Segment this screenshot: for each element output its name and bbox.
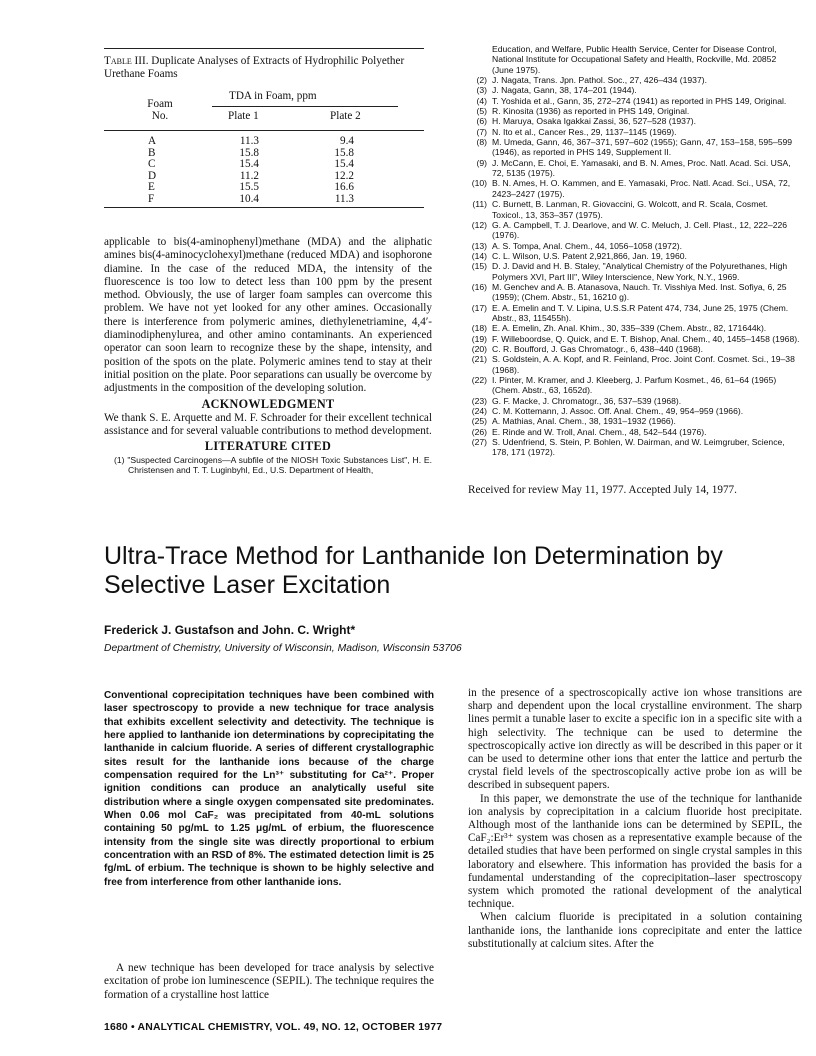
reference-text: N. Ito et al., Cancer Res., 29, 1137–1145 (1969).	[492, 126, 677, 137]
reference-number: (21)	[471, 354, 487, 365]
table-row	[104, 147, 424, 159]
reference-text: F. Willeboordse, Q. Quick, and E. T. Bishop, Anal. Chem., 40, 1455–1458 (1968).	[492, 333, 800, 344]
reference-item	[468, 127, 800, 137]
reference-text: A. S. Tompa, Anal. Chem., 44, 1056–1058 (1972).	[492, 240, 682, 251]
reference-number: (1)	[114, 454, 125, 465]
reference-item	[468, 323, 800, 333]
table-cell-plate2: 15.4	[334, 158, 354, 170]
reference-text: S. Goldstein, A. A. Kopf, and R. Feinland, Proc. Joint Conf. Cosmet. Sci., 19–38 (1968).	[492, 354, 795, 375]
reference-number: (20)	[471, 343, 487, 354]
reference-text: C. M. Kottemann, J. Assoc. Off. Anal. Chem., 49, 954–959 (1966).	[492, 406, 744, 417]
literature-cited-heading: LITERATURE CITED	[204, 439, 332, 454]
article-affiliation: Department of Chemistry, University of Wisconsin, Madison, Wisconsin 53706	[104, 643, 462, 654]
reference-item	[468, 396, 800, 406]
body-paragraph-3: When calcium fluoride is precipitated in a solution containing lanthanide ions, the lanthanide ions coprecipitate and enter the lattice substitutionally at calcium sites. After the	[468, 911, 802, 950]
reference-number: (4)	[476, 95, 487, 106]
table-cell-plate2: 12.2	[334, 169, 354, 182]
table-cell-foam: D	[148, 169, 157, 182]
table-cell-plate1: 15.5	[239, 181, 259, 193]
article-authors: Frederick J. Gustafson and John. C. Wright*	[104, 623, 356, 637]
table-cell-foam: B	[148, 146, 156, 159]
table-caption	[104, 49, 424, 80]
reference-number: (17)	[471, 302, 487, 313]
table-row	[104, 181, 424, 193]
table-col-plate2: Plate 2	[330, 110, 361, 122]
table-cell-plate2: 15.8	[334, 146, 354, 159]
reference-number: (2)	[476, 75, 487, 86]
table-caption-text: Duplicate Analyses of Extracts of Hydrophilic Polyether Urethane Foams	[104, 55, 405, 80]
table-col-foam-label: Foam	[147, 98, 173, 110]
reference-item	[468, 334, 800, 344]
reference-item	[468, 178, 800, 199]
reference-item	[468, 354, 800, 375]
reference-text: E. A. Emelin, Zh. Anal. Khim., 30, 335–339 (Chem. Abstr., 82, 171644k).	[492, 323, 767, 334]
table-cell-plate1: 11.2	[239, 169, 259, 182]
paragraph-amines: applicable to bis(4-aminophenyl)methane (MDA) and the aliphatic amines bis(4-aminocyclohexyl)methane (reduced MDA) and isophorone diamine. In the case of the reduced MDA, the intensity of the fluorescence is too low to detect less than 100 ppm by the present method. Obviously, the use of larger foam samples can overcome this problem. We have not yet looked for any other amines. Occasionally there is interference from polymeric amines, diethylenetriamine, 4,4′-diaminodiphenylurea, and other amino contaminants. An experienced operator can soon learn to recognize these by the shape, intensity, and position of the spots on the plate. Polymeric amines tend to stay at their initial position on the plate. Poor separations can usually be overcome by adjustments in the composition of the developing solution.	[104, 236, 432, 395]
reference-item	[468, 106, 800, 116]
reference-number: (19)	[471, 333, 487, 344]
reference-text: M. Umeda, Gann, 46, 367–371, 597–602 (1955); Gann, 47, 153–158, 595–599 (1946), as reported in PHS 149, Supplement II.	[492, 137, 793, 158]
reference-item	[468, 241, 800, 251]
reference-text: J. Nagata, Gann, 38, 174–201 (1944).	[492, 85, 637, 96]
reference-item	[468, 96, 800, 106]
reference-text: C. R. Boufford, J. Gas Chromatogr., 6, 438–440 (1968).	[492, 343, 703, 354]
reference-text: A. Mathias, Anal. Chem., 38, 1931–1932 (1966).	[492, 416, 676, 427]
table-cell-foam: E	[148, 181, 155, 193]
table-group-rule	[212, 106, 398, 107]
table-iii	[104, 48, 424, 208]
reference-number: (6)	[476, 116, 487, 127]
reference-number: (26)	[471, 426, 487, 437]
table-row	[104, 170, 424, 182]
table-cell-foam: A	[148, 135, 157, 147]
reference-number: (7)	[476, 126, 487, 137]
reference-number: (3)	[476, 85, 487, 96]
reference-text: G. F. Macke, J. Chromatogr., 36, 537–539 (1968).	[492, 395, 682, 406]
acknowledgment-heading: ACKNOWLEDGMENT	[201, 396, 335, 411]
acknowledgment-text: We thank S. E. Arquette and M. F. Schroader for their excellent technical assistance and for several valuable contributions to method development.	[104, 411, 432, 438]
reference-number: (14)	[471, 250, 487, 261]
reference-number: (9)	[476, 157, 487, 168]
table-col-no-label: No.	[151, 110, 169, 122]
reference-list	[468, 44, 800, 458]
reference-text: C. Burnett, B. Lanman, R. Giovaccini, G. Wolcott, and R. Scala, Cosmet. Toxicol., 13, 353–357 (1975).	[492, 199, 768, 220]
reference-number: (23)	[471, 395, 487, 406]
reference-number: (22)	[471, 375, 487, 385]
reference-item	[468, 282, 800, 303]
page-footer: 1680 • ANALYTICAL CHEMISTRY, VOL. 49, NO. 12, OCTOBER 1977	[104, 1022, 443, 1033]
reference-text: H. Maruya, Osaka Igakkai Zassi, 36, 527–528 (1937).	[492, 116, 696, 127]
reference-item	[468, 375, 800, 396]
reference-text: M. Genchev and A. B. Atanasova, Nauch. Tr. Visshiya Med. Inst. Sofiya, 6, 25 (1959); (Chem. Abstr., 51, 16210 g).	[492, 281, 787, 303]
reference-number: (18)	[471, 323, 487, 334]
reference-text: E. A. Emelin and T. V. Lipina, U.S.S.R Patent 474, 734, June 25, 1975 (Chem. Abstr., 83, 115455h).	[492, 302, 789, 323]
table-bottom-rule	[104, 207, 424, 208]
reference-text: "Suspected Carcinogens—A subfile of the NIOSH Toxic Substances List", H. E. Christensen and T. T. Luginbyhl, Ed., U.S. Department of Health,	[127, 454, 432, 475]
table-cell-plate1: 15.8	[239, 146, 259, 159]
reference-text: S. Udenfriend, S. Stein, P. Bohlen, W. Dairman, and W. Leimgruber, Science, 178, 171 (1972).	[492, 437, 785, 458]
right-column-body	[468, 687, 802, 951]
reference-text: E. Rinde and W. Troll, Anal. Chem., 48, 542–544 (1976).	[492, 426, 707, 437]
reference-item	[468, 427, 800, 437]
reference-number: (24)	[471, 406, 487, 417]
table-col-plate1: Plate 1	[228, 110, 259, 122]
table-cell-plate2: 11.3	[334, 192, 354, 205]
reference-item	[468, 437, 800, 458]
reference-text: B. N. Ames, H. O. Kammen, and E. Yamasaki, Proc. Natl. Acad. Sci., USA, 72, 2423–2427 (1975).	[492, 178, 791, 199]
article-title: Ultra-Trace Method for Lanthanide Ion Determination by Selective Laser Excitation	[104, 542, 723, 599]
table-caption-label: Table III.	[104, 55, 149, 67]
table-row	[104, 193, 424, 205]
reference-item	[468, 261, 800, 282]
left-column-text	[104, 236, 432, 475]
article-abstract: Conventional coprecipitation techniques have been combined with laser spectroscopy to provide a new technique for trace analysis that exhibits excellent selectivity and detectivity. The technique is here applied to lanthanide ion determinations by coprecipitating the lanthanide in calcium fluoride. A series of different crystallographic sites result for the lanthanide ions because of the charge compensation required for the Ln³⁺ substituting for Ca²⁺. Proper ignition conditions can produce an analytically useful site distribution where a single oxygen compensated site predominates. When 0.06 mol CaF₂ was precipitated from 40-mL solutions containing 50 pg/mL to 1.25 μg/mL of erbium, the fluorescence intensity from the single site was directly proportional to erbium concentration with an RSD of 8%. The estimated detection limit is 25 fg/mL of erbium. The technique is shown to be highly selective and free from interference from other lanthanide ions.	[104, 690, 434, 888]
table-cell-plate2: 9.4	[340, 135, 354, 147]
table-row	[104, 135, 424, 147]
reference-item	[468, 75, 800, 85]
table-cell-plate2: 16.6	[334, 181, 354, 193]
reference-text: I. Pinter, M. Kramer, and J. Kleeberg, J. Parfum Kosmet., 46, 61–64 (1965) (Chem. Abstr., 63, 1652d).	[492, 375, 777, 396]
reference-item	[468, 199, 800, 220]
reference-text: Education, and Welfare, Public Health Service, Center for Disease Control, National Institute for Occupational Safety and Health, Rockville, Md. 20852 (June 1975).	[492, 44, 777, 75]
reference-number: (25)	[471, 416, 487, 427]
reference-number: (15)	[471, 261, 487, 272]
reference-item	[468, 416, 800, 426]
body-paragraph-1: in the presence of a spectroscopically active ion whose transitions are sharp and dependent upon the local crystalline environment. The sharp lines permit a tunable laser to excite a specific ion in a specific site with a high selectivity. The technique can be used to determine the spectroscopically active ion directly as will be described in this paper or it can be used to determine other ions that enter the lattice and perturb the crystal field levels of the spectroscopically active probe ion as will be described in subsequent papers.	[468, 687, 802, 792]
reference-item	[468, 303, 800, 324]
table-header	[104, 80, 424, 130]
reference-item	[468, 137, 800, 158]
intro-paragraph-left: A new technique has been developed for trace analysis by selective excitation of probe ion luminescence (SEPIL). The technique requires the formation of a crystalline host lattice	[104, 962, 434, 1001]
reference-number: (11)	[472, 199, 487, 210]
reference-number: (13)	[471, 240, 487, 251]
reference-text: J. McCann, E. Choi, E. Yamasaki, and B. N. Ames, Proc. Natl. Acad. Sci. USA, 72, 5135 (1975).	[492, 157, 791, 179]
reference-text: J. Nagata, Trans. Jpn. Pathol. Soc., 27, 426–434 (1937).	[492, 75, 707, 86]
table-cell-plate1: 11.3	[239, 135, 259, 147]
reference-number: (10)	[471, 178, 487, 189]
reference-item	[468, 220, 800, 241]
reference-number: (16)	[471, 281, 487, 292]
table-cell-plate1: 10.4	[239, 192, 259, 205]
reference-1-continued	[468, 44, 800, 75]
reference-item	[468, 406, 800, 416]
reference-item	[468, 344, 800, 354]
received-date-line: Received for review May 11, 1977. Accepted July 14, 1977.	[468, 484, 737, 496]
reference-1-start	[104, 455, 432, 475]
table-col-group-tda: TDA in Foam, ppm	[229, 90, 317, 102]
reference-item	[468, 158, 800, 179]
reference-text: C. L. Wilson, U.S. Patent 2,921,866, Jan. 19, 1960.	[492, 250, 687, 261]
reference-text: R. Kinosita (1936) as reported in PHS 149, Original.	[492, 106, 690, 117]
table-cell-plate1: 15.4	[239, 158, 259, 170]
reference-text: G. A. Campbell, T. J. Dearlove, and W. C. Meluch, J. Cell. Plast., 12, 222–226 (1976).	[492, 219, 788, 241]
reference-item	[468, 85, 800, 95]
table-row	[104, 158, 424, 170]
table-cell-foam: F	[148, 192, 155, 205]
table-col-foam	[140, 98, 180, 122]
reference-number: (27)	[471, 437, 487, 448]
reference-text: T. Yoshida et al., Gann, 35, 272–274 (1941) as reported in PHS 149, Original.	[492, 95, 787, 106]
reference-text: D. J. David and H. B. Staley, "Analytical Chemistry of the Polyurethanes, High Polymers XVI, Part III", Wiley Interscience, New York, N.Y., 1969.	[492, 261, 788, 282]
reference-number: (8)	[476, 137, 487, 148]
reference-item	[468, 251, 800, 261]
reference-number: (5)	[476, 106, 487, 117]
table-body	[104, 130, 424, 207]
reference-item	[468, 116, 800, 126]
reference-number: (12)	[471, 219, 487, 230]
body-paragraph-2: In this paper, we demonstrate the use of the technique for lanthanide ion analysis by coprecipitation in a calcium fluoride host precipitate. Although most of the lanthanide ions can be determined by SEPIL, the CaF₂:Er³⁺ system was chosen as a representative example because of the detailed studies that have been performed on single crystal samples in this laboratory and elsewhere. This information has provided the basis for a fundamental understanding of the coprecipitation–laser spectroscopy system which promoted the rational development of the analytical technique.	[468, 792, 802, 911]
table-cell-foam: C	[148, 158, 156, 170]
